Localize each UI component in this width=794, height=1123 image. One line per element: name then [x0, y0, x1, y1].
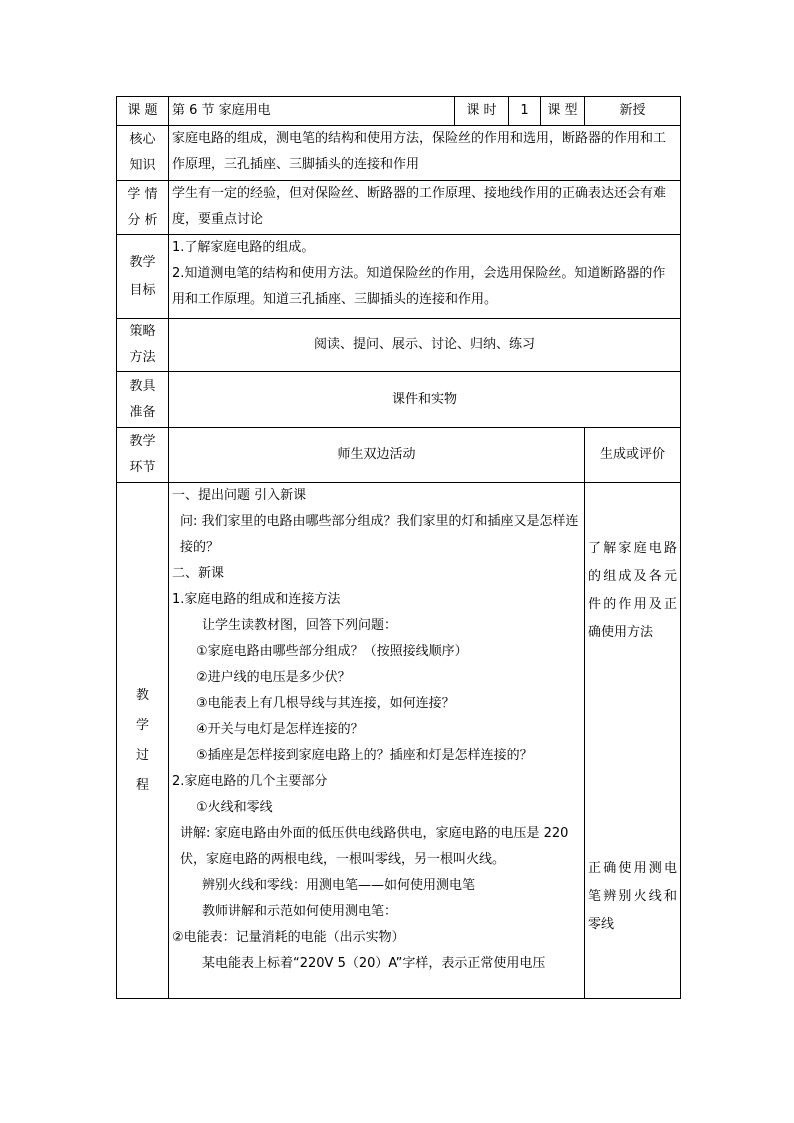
- process-label-char: 程: [135, 777, 149, 793]
- process-line: 二、新课: [172, 566, 225, 581]
- process-label-char: 过: [135, 747, 149, 763]
- evaluation-note: 了解家庭电路的组成及各元件的作用及正确使用方法: [588, 541, 677, 640]
- core-knowledge-row: [117, 126, 681, 181]
- process-label-char: 学: [135, 717, 149, 733]
- goals-cell: [169, 235, 681, 319]
- process-line: 2.家庭电路的几个主要部分: [172, 774, 328, 789]
- process-line: 让学生读教材图，回答下列问题：: [202, 618, 398, 633]
- goals-label: 教学 目标: [117, 235, 169, 319]
- process-line: ①火线和零线: [196, 800, 273, 815]
- goal-item: 1.了解家庭电路的组成。: [172, 240, 315, 255]
- strategy-text: 阅读、提问、展示、讨论、归纳、练习: [169, 319, 681, 372]
- steps-header-row: [117, 428, 681, 483]
- tools-row: [117, 372, 681, 428]
- topic-label: 课 题: [117, 97, 169, 126]
- steps-activity-header: 师生双边活动: [169, 428, 585, 483]
- process-line: ⑤插座是怎样接到家庭电路上的？插座和灯是怎样连接的？: [196, 748, 533, 763]
- process-evaluation: [585, 483, 681, 999]
- situation-text: 学生有一定的经验，但对保险丝、断路器的工作原理、接地线作用的正确表达还会有难度，要重点讨论: [169, 181, 681, 235]
- situation-row: [117, 181, 681, 235]
- process-line: 一、提出问题 引入新课: [172, 488, 307, 503]
- strategy-label: 策略 方法: [117, 319, 169, 372]
- process-label: [117, 483, 169, 999]
- evaluation-note: 正确使用测电笔辨别火线和零线: [588, 861, 677, 932]
- process-label-char: 教: [135, 687, 149, 703]
- process-line: ②进户线的电压是多少伏？: [196, 670, 351, 685]
- tools-text: 课件和实物: [169, 372, 681, 428]
- process-line: 辨别火线和零线：用测电笔——如何使用测电笔: [202, 878, 476, 893]
- process-line: 讲解: 家庭电路由外面的低压供电线路供电，家庭电路的电压是 220 伏，家庭电路的两根电线，一根叫零线，另一根叫火线。: [180, 826, 569, 867]
- process-line: 问: 我们家里的电路由哪些部分组成？我们家里的灯和插座又是怎样连接的？: [180, 514, 579, 555]
- process-row: [117, 483, 681, 999]
- type-label: 课 型: [541, 97, 585, 126]
- process-line: ②电能表：记量消耗的电能（出示实物）: [172, 930, 405, 945]
- hours-label: 课 时: [455, 97, 509, 126]
- process-line: ④开关与电灯是怎样连接的？: [196, 722, 364, 737]
- hours-value: 1: [509, 97, 541, 126]
- process-line: ③电能表上有几根导线与其连接，如何连接？: [196, 696, 455, 711]
- strategy-row: [117, 319, 681, 372]
- goal-item: 2.知道测电笔的结构和使用方法。知道保险丝的作用，会选用保险丝。知道断路器的作用和工作原理。知道三孔插座、三脚插头的连接和作用。: [172, 266, 666, 307]
- topic-value: 第 6 节 家庭用电: [169, 97, 455, 126]
- process-activities: [169, 483, 585, 999]
- goals-row: [117, 235, 681, 319]
- core-knowledge-text: 家庭电路的组成，测电笔的结构和使用方法，保险丝的作用和选用，断路器的作用和工作原理，三孔插座、三脚插头的连接和作用: [169, 126, 681, 181]
- process-line: ①家庭电路由哪些部分组成？（按照接线顺序）: [196, 644, 468, 659]
- situation-label: 学 情 分 析: [117, 181, 169, 235]
- process-line: 某电能表上标着“220V 5（20）A”字样，表示正常使用电压: [202, 956, 546, 971]
- type-value: 新授: [585, 97, 681, 126]
- header-row: [117, 97, 681, 126]
- core-knowledge-label: 核心 知识: [117, 126, 169, 181]
- steps-label: 教学 环节: [117, 428, 169, 483]
- steps-eval-header: 生成或评价: [585, 428, 681, 483]
- lesson-plan-table: [116, 96, 681, 999]
- process-line: 1.家庭电路的组成和连接方法: [172, 592, 341, 607]
- process-line: 教师讲解和示范如何使用测电笔：: [202, 904, 398, 919]
- tools-label: 教具 准备: [117, 372, 169, 428]
